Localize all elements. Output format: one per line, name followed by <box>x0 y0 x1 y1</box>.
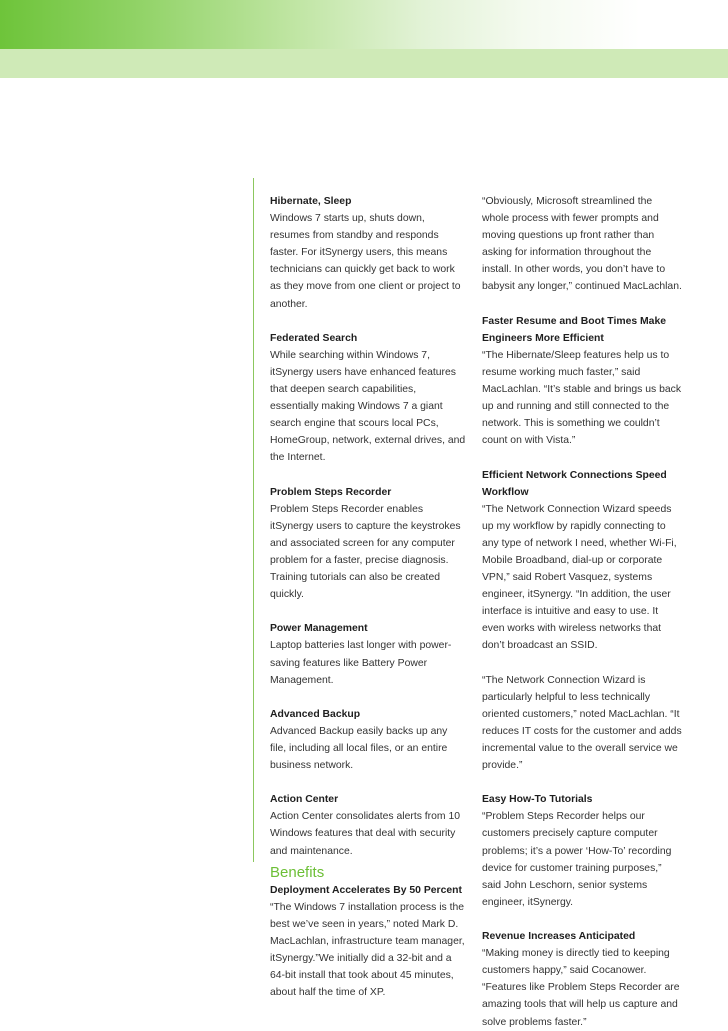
section-heading: Power Management <box>270 623 368 635</box>
section-heading: Easy How-To Tutorials <box>482 794 593 806</box>
section-heading: Federated Search <box>270 332 358 344</box>
section-heading: Faster Resume and Boot Times Make Engineers More Efficient <box>482 315 667 344</box>
section-network-quote <box>482 672 682 775</box>
section-body: Problem Steps Recorder enables itSynergy users to capture the keystrokes and associated screen for any computer problem for a faster, precise diagnosis. Training tutorials can also be created quickly. <box>270 503 461 601</box>
section-advanced-backup <box>270 706 466 774</box>
section-body: “Making money is directly tied to keeping customers happy,” said Cocanower. “Features like Problem Steps Recorder are amazing tools that will help us capture and solve problems faster.” <box>482 948 680 1028</box>
section-network-connections <box>482 467 682 655</box>
section-body: Action Center consolidates alerts from 10 Windows features that deal with security and maintenance. <box>270 811 461 857</box>
section-body: “Obviously, Microsoft streamlined the whole process with fewer prompts and moving questions up front rather than asking for information throughout the install. In other words, you don’t have to babysit any longer,” continued MacLachlan. <box>482 196 682 293</box>
section-body: “The Network Connection Wizard is particularly helpful to less technically oriented customers,” noted MacLachlan. “It reduces IT costs for the customer and adds incremental value to the overall service we provide.” <box>482 674 682 772</box>
header-light-band <box>0 49 728 78</box>
section-heading: Advanced Backup <box>270 708 361 720</box>
header-gradient-band <box>0 0 728 49</box>
section-body: “The Hibernate/Sleep features help us to resume working much faster,” said MacLachlan. “It’s stable and brings us back up and running and still connected to the network. This is something we couldn’t count on with Vista.” <box>482 349 682 447</box>
column-rule <box>253 178 254 862</box>
section-body: “The Network Connection Wizard speeds up my workflow by rapidly connecting to any type of network I need, whether Wi-Fi, Mobile Broadband, dial-up or corporate VPN,” said Robert Vasquez, systems engineer, itSynergy. “In addition, the user interface is intuitive and easy to use. It even works with wireless networks that don’t broadcast an SSID. <box>482 503 677 652</box>
section-body: “The Windows 7 installation process is the best we’ve seen in years,” noted Mark D. MacLachlan, infrastructure team manager, itSynergy.”We initially did a 32-bit and a 64-bit install that took about 45 minutes, about half the time of XP. <box>270 901 465 999</box>
section-heading: Deployment Accelerates By 50 Percent <box>270 884 462 896</box>
section-heading: Efficient Network Connections Speed Workflow <box>482 469 667 498</box>
section-problem-steps <box>270 484 466 604</box>
left-column <box>270 193 466 1018</box>
section-deployment <box>270 882 466 1002</box>
benefits-title: Benefits <box>270 863 325 881</box>
section-body: Laptop batteries last longer with power-saving features like Battery Power Management. <box>270 640 452 686</box>
section-hibernate <box>270 193 466 313</box>
section-revenue <box>482 928 682 1031</box>
section-body: Windows 7 starts up, shuts down, resumes from standby and responds faster. For itSynergy users, this means technicians can quickly get back to work as they move from one client or project to another. <box>270 213 461 310</box>
section-heading: Action Center <box>270 794 339 806</box>
section-body: Advanced Backup easily backs up any file, including all local files, or an entire business network. <box>270 725 448 772</box>
section-heading: Revenue Increases Anticipated <box>482 931 636 943</box>
section-heading: Problem Steps Recorder <box>270 486 392 498</box>
section-body: While searching within Windows 7, itSynergy users have enhanced features that deepen search capabilities, essentially making Windows 7 a giant search engine that scours local PCs, HomeGroup, network, external drives, and the Internet. <box>270 349 466 464</box>
section-federated-search <box>270 330 466 467</box>
section-howto-tutorials <box>482 791 682 911</box>
section-body: “Problem Steps Recorder helps our customers precisely capture computer problems; it’s a power ‘How-To’ recording device for customer training purposes,” said John Leschorn, senior systems engineer, itSynergy. <box>482 811 672 908</box>
section-power-management <box>270 620 466 688</box>
section-install-quote <box>482 193 682 296</box>
section-action-center <box>270 791 466 859</box>
right-column <box>482 193 682 1031</box>
section-faster-resume <box>482 313 682 450</box>
section-heading: Hibernate, Sleep <box>270 196 352 207</box>
